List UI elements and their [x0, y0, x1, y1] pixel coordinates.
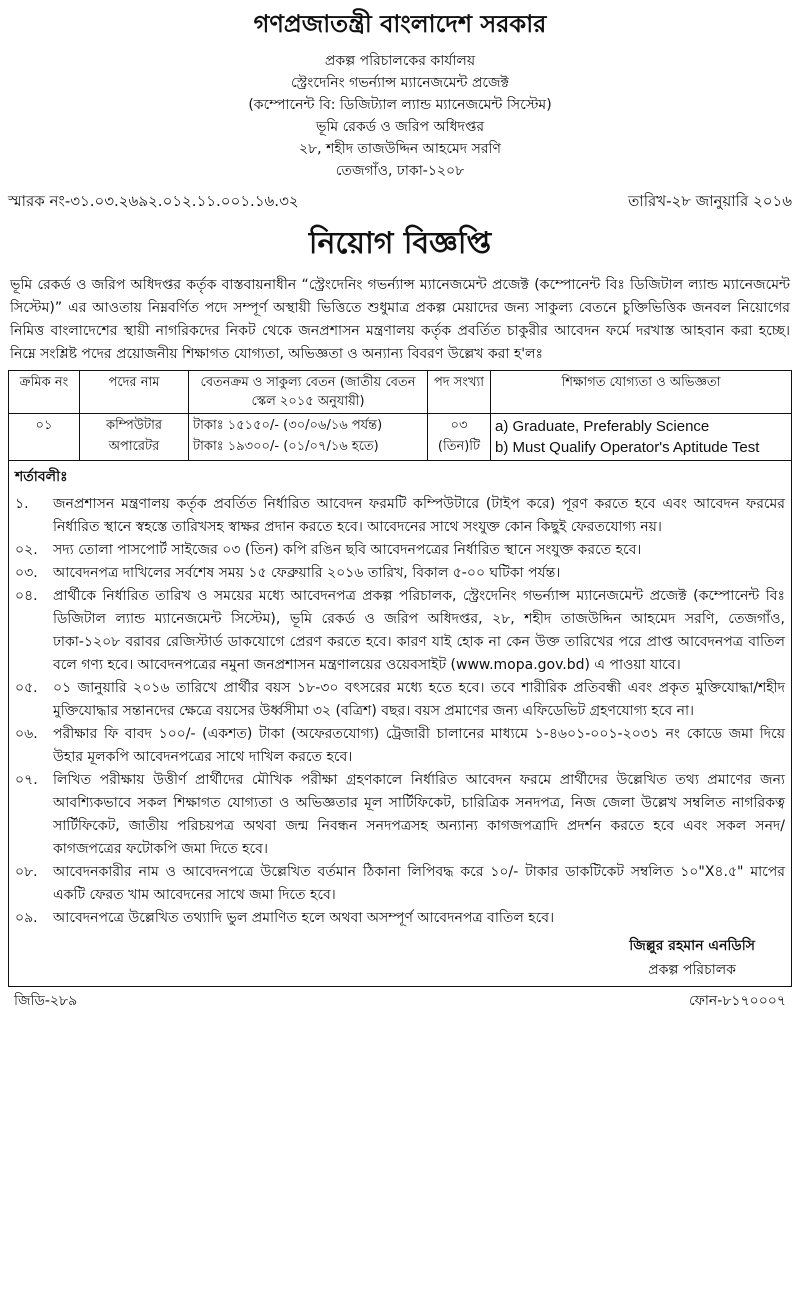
cell-serial: ০১: [9, 414, 80, 461]
signatory-designation: প্রকল্প পরিচালক: [648, 962, 736, 978]
list-item: [15, 585, 785, 677]
letterhead: [8, 6, 792, 182]
intro-paragraph: ভূমি রেকর্ড ও জরিপ অধিদপ্তর কর্তৃক বাস্তবায়নাধীন “স্ট্রেংদেনিং গভর্ন্যান্স ম্যানেজমেন্ট প্রজেক্ট (কম্পোনেন্ট বিঃ ডিজিটাল ল্যান্ড ম্যানেজমেন্ট সিস্টেম)” এর আওতায় নিম্নবর্ণিত পদে সম্পূর্ণ অস্থায়ী ভিত্তিতে শুধুমাত্র প্রকল্প মেয়াদের জন্য সাকুল্য বেতনে চুক্তিভিত্তিক জনবল নিয়োগের নিমিত্ত বাংলাদেশের স্থায়ী নাগরিকদের নিকট থেকে জনপ্রশাসন মন্ত্রণালয় কর্তৃক প্রবর্তিত চাকুরীর আবেদন ফর্মে দরখাস্ত আহবান করা হচ্ছে। নিম্নে সংশ্লিষ্ট পদের প্রয়োজনীয় শিক্ষাগত যোগ্যতা, অভিজ্ঞতা ও অন্যান্য বিবরণ উল্লেখ করা হ'লঃ: [10, 277, 790, 362]
list-item: [15, 677, 785, 723]
memo-number: স্মারক নং-৩১.০৩.২৬৯২.০১২.১১.০০১.১৬.৩২: [8, 192, 299, 210]
table-header-row: [9, 371, 792, 414]
list-item: [15, 769, 785, 861]
term-text: আবেদনপত্রে উল্লেখিত তথ্যাদি ভুল প্রমাণিত হলে অথবা অসম্পূর্ণ আবেদনপত্র বাতিল হবে।: [53, 910, 555, 926]
memo-date: তারিখ-২৮ জানুয়ারি ২০১৬: [628, 192, 792, 210]
pay-line-1: টাকাঃ ১৫১৫০/- (৩০/০৬/১৬ পর্যন্ত): [193, 418, 383, 433]
term-text: পরীক্ষার ফি বাবদ ১০০/- (একশত) টাকা (অফেরতযোগ্য) ট্রেজারী চালানের মাধ্যমে ১-৪৬০১-০০১-২০৩১ নং কোডে জমা দিয়ে উহার মূলকপি আবেদনপত্রের সাথে দাখিল করতে হবে।: [53, 726, 785, 765]
terms-section: [8, 461, 792, 987]
term-text: আবেদনপত্র দাখিলের সর্বশেষ সময় ১৫ ফেব্রুয়ারি ২০১৬ তারিখ, বিকাল ৫-০০ ঘটিকা পর্যন্ত।: [53, 565, 561, 581]
term-text: জনপ্রশাসন মন্ত্রণালয় কর্তৃক প্রবর্তিত নির্ধারিত আবেদন ফরমটি কম্পিউটারে (টাইপ করে) পূরণ করতে হবে এবং আবেদন ফরমের নির্ধারিত স্থানে স্বহস্তে তারিখসহ স্বাক্ষর প্রদান করতে হবে। আবেদনের সাথে সংযুক্ত কোন কিছুই ফেরতযোগ্য নয়।: [53, 496, 785, 535]
component-name: (কম্পোনেন্ট বি: ডিজিট্যাল ল্যান্ড ম্যানেজমেন্ট সিস্টেম): [248, 97, 552, 113]
pay-line-2: টাকাঃ ১৯৩০০/- (০১/০৭/১৬ হতে): [193, 439, 379, 454]
signatory-name: জিল্লুর রহমান এনডিসি: [629, 938, 755, 954]
list-item: [15, 539, 785, 562]
list-item: [15, 562, 785, 585]
list-item: [15, 907, 785, 930]
cell-post: কম্পিউটার অপারেটর: [80, 414, 189, 461]
term-text: ০১ জানুয়ারি ২০১৬ তারিখে প্রার্থীর বয়স ১৮-৩০ বৎসরের মধ্যে হতে হবে। তবে শারীরিক প্রতিবন্ধী এবং প্রকৃত মুক্তিযোদ্ধা/শহীদ মুক্তিযোদ্ধার সন্তানদের ক্ষেত্রে বয়সের উর্ধ্বসীমা ৩২ (বত্রিশ) বছর। বয়স প্রমাণের জন্য এফিডেভিট গ্রহণযোগ্য হবে না।: [53, 680, 785, 719]
list-item: [15, 861, 785, 907]
term-text: আবেদনকারীর নাম ও আবেদনপত্রে উল্লেখিত বর্তমান ঠিকানা লিপিবদ্ধ করে ১০/- টাকার ডাকটিকেট সম্বলিত ১০"X৪.৫" মাপের একটি ফেরত খাম আবেদনের সাথে জমা দিতে হবে।: [53, 864, 785, 903]
term-number: ১.: [15, 496, 29, 512]
term-text: প্রার্থীকে নির্ধারিত তারিখ ও সময়ের মধ্যে আবেদনপত্র প্রকল্প পরিচালক, স্ট্রেংদেনিং গভর্ন্যান্স ম্যানেজমেন্ট প্রজেক্ট (কম্পোনেন্ট বিঃ ডিজিটাল ল্যান্ড ম্যানেজমেন্ট সিস্টেম), ভূমি রেকর্ড ও জরিপ অধিদপ্তর, ২৮, শহীদ তাজউদ্দিন আহমেদ সরণি, তেজগাঁও, ঢাকা-১২০৮ বরাবর রেজিস্টার্ড ডাকযোগে প্রেরণ করতে হবে। কারণ যাই হোক না কেন উক্ত তারিখের পরে প্রাপ্ত আবেদনপত্র বাতিল বলে গণ্য হবে। আবেদনপত্রের নমুনা জনপ্রশাসন মন্ত্রণালয়ের ওয়েবসাইট (www.mopa.gov.bd) এ পাওয়া যাবে।: [53, 588, 785, 673]
term-number: ০৩.: [15, 565, 38, 581]
address-street: ২৮, শহীদ তাজউদ্দিন আহমেদ সরণি: [298, 141, 501, 157]
notice-title: নিয়োগ বিজ্ঞপ্তি: [308, 226, 492, 261]
term-number: ০৮.: [15, 864, 38, 880]
signature-block: [15, 934, 785, 982]
department-name: ভূমি রেকর্ড ও জরিপ অধিদপ্তর: [315, 119, 485, 135]
posts-table: [8, 370, 792, 461]
cell-qualification: [491, 414, 792, 461]
header-count: পদ সংখ্যা: [428, 371, 491, 414]
signatory: [629, 934, 755, 982]
term-text: সদ্য তোলা পাসপোর্ট সাইজের ০৩ (তিন) কপি রঙিন ছবি আবেদনপত্রের নির্ধারিত স্থানে সংযুক্ত করতে হবে।: [53, 542, 642, 558]
cell-count: ০৩ (তিন)টি: [428, 414, 491, 461]
header-post: পদের নাম: [80, 371, 189, 414]
term-number: ০৫.: [15, 680, 38, 696]
term-number: ০৬.: [15, 726, 38, 742]
cell-pay: [189, 414, 428, 461]
memo-row: [8, 190, 792, 215]
address-city: তেজগাঁও, ঢাকা-১২০৮: [335, 163, 465, 179]
term-number: ০৭.: [15, 772, 38, 788]
term-text: লিখিত পরীক্ষায় উত্তীর্ণ প্রার্থীদের মৌখিক পরীক্ষা গ্রহণকালে নির্ধারিত আবেদন ফরমে প্রার্থীদের উল্লেখিত তথ্য প্রমাণের জন্য আবশ্যিকভাবে সকল শিক্ষাগত যোগ্যতা ও অভিজ্ঞতার মূল সার্টিফিকেট, চারিত্রিক সনদপত্র, নিজ জেলা উল্লেখ সম্বলিত নাগরিকত্ব সার্টিফিকেট, জাতীয় পরিচয়পত্র অথবা জন্ম নিবন্ধন সনদপত্রসহ অন্যান্য কাগজপত্রাদি প্রদর্শন করতে হবে এবং সকল সনদ/কাগজপত্রের ফটোকপি জমা দিতে হবে।: [53, 772, 785, 857]
header-pay: বেতনক্রম ও সাকুল্য বেতন (জাতীয় বেতন স্কেল ২০১৫ অনুযায়ী): [189, 371, 428, 414]
table-row: [9, 414, 792, 461]
gd-number: জিডি-২৮৯: [14, 993, 78, 1009]
term-number: ০৯.: [15, 910, 38, 926]
government-title: গণপ্রজাতন্ত্রী বাংলাদেশ সরকার: [253, 10, 547, 38]
list-item: [15, 723, 785, 769]
list-item: [15, 493, 785, 539]
header-serial: ক্রমিক নং: [9, 371, 80, 414]
header-qualification: শিক্ষাগত যোগ্যতা ও অভিজ্ঞতা: [491, 371, 792, 414]
office-name: প্রকল্প পরিচালকের কার্যালয়: [324, 53, 476, 69]
project-name: স্ট্রেংদেনিং গভর্ন্যান্স ম্যানেজমেন্ট প্রজেক্ট: [291, 75, 509, 91]
term-number: ০২.: [15, 542, 38, 558]
footer: [8, 989, 792, 1013]
qualification-a: a) Graduate, Preferably Science: [495, 418, 710, 435]
phone-number: ফোন-৮১৭০০০৭: [688, 993, 786, 1009]
term-number: ০৪.: [15, 588, 38, 604]
terms-heading: শর্তাবলীঃ: [15, 469, 68, 485]
qualification-b: b) Must Qualify Operator's Aptitude Test: [495, 439, 760, 456]
